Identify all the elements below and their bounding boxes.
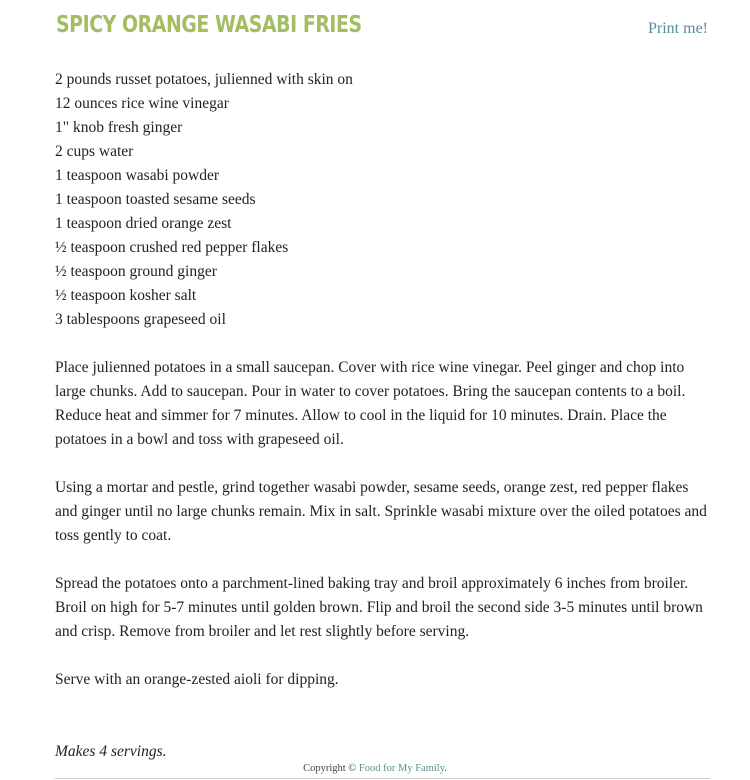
recipe-header (55, 0, 710, 62)
ingredient-item: ½ teaspoon kosher salt (55, 287, 197, 304)
copyright-suffix: . (444, 763, 447, 774)
footer-divider (55, 778, 710, 779)
ingredient-item: 12 ounces rice wine vinegar (55, 95, 229, 112)
ingredient-item: 1 teaspoon dried orange zest (55, 215, 232, 232)
recipe-yield: Makes 4 servings. (55, 743, 167, 760)
ingredient-item: 1 teaspoon toasted sesame seeds (55, 191, 256, 208)
print-link[interactable]: Print me! (648, 20, 708, 37)
site-link[interactable]: Food for My Family (358, 763, 445, 774)
ingredient-item: 2 cups water (55, 143, 134, 160)
instruction-step: Using a mortar and pestle, grind together wasabi powder, sesame seeds, orange zest, red pepper flakes and ginger until no large chunks remain. Mix in salt. Sprinkle wasabi mixture over the oiled potatoes and toss gently to coat. (55, 479, 707, 544)
ingredient-item: ½ teaspoon crushed red pepper flakes (55, 239, 289, 256)
ingredient-list (55, 68, 710, 332)
ingredient-item: ½ teaspoon ground ginger (55, 263, 217, 280)
copyright-notice (0, 763, 750, 774)
recipe-title: SPICY ORANGE WASABI FRIES (56, 12, 362, 38)
instruction-step: Spread the potatoes onto a parchment-lined baking tray and broil approximately 6 inches from broiler. Broil on high for 5-7 minutes until golden brown. Flip and broil the second side 3-5 minutes until brown and crisp. Remove from broiler and let rest slightly before serving. (55, 575, 703, 640)
serving-suggestion: Serve with an orange-zested aioli for dipping. (55, 671, 339, 688)
ingredient-item: 2 pounds russet potatoes, julienned with skin on (55, 71, 353, 88)
recipe-card (55, 0, 710, 764)
ingredient-item: 1 teaspoon wasabi powder (55, 167, 219, 184)
ingredient-item: 1" knob fresh ginger (55, 119, 183, 136)
instruction-step: Place julienned potatoes in a small saucepan. Cover with rice wine vinegar. Peel ginger and chop into large chunks. Add to saucepan. Pour in water to cover potatoes. Bring the saucepan contents to a boil. Reduce heat and simmer for 7 minutes. Allow to cool in the liquid for 10 minutes. Drain. Place the potatoes in a bowl and toss with grapeseed oil. (55, 359, 686, 448)
copyright-prefix: Copyright © (303, 763, 357, 774)
ingredient-item: 3 tablespoons grapeseed oil (55, 311, 226, 328)
